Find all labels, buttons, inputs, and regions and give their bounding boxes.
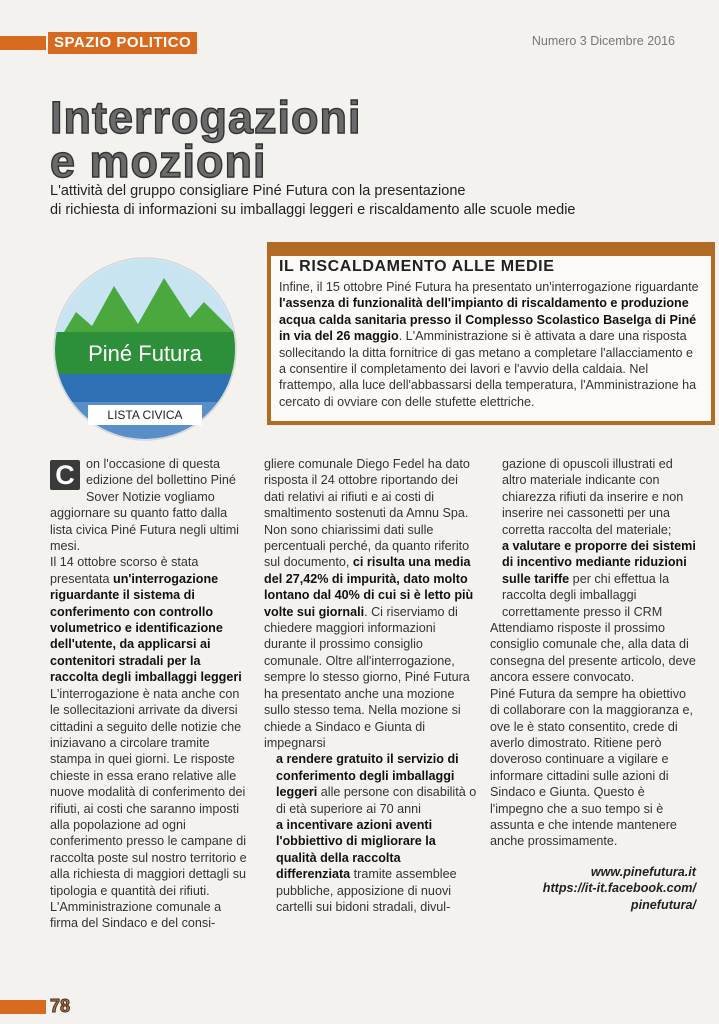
column-1 [50, 456, 250, 932]
article-title [50, 92, 450, 187]
header-accent [0, 36, 46, 50]
subtitle-line-2: di richiesta di informazioni su imballaggi leggeri e riscaldamento alle scuole medie [50, 202, 576, 218]
logo-name: Piné Futura [88, 341, 202, 366]
logo-water [52, 374, 238, 402]
page-number-accent [0, 1000, 46, 1014]
dropcap: C [50, 460, 80, 490]
col2-body: gliere comunale Diego Fedel ha dato risposta il 24 ottobre riportando dei dati relativi ai rifiuti e ai costi di smaltimento sostenuti da Amnu Spa. Non sono chiarissimi dati sulle percentuali perché, da quanto riferito sul documento, ci risulta una media del 27,42% di impurità, dato molto lontano dal 40% di cui si è letto più volte sui giornali. Ci riserviamo di chiedere maggiori informazioni durante il prossimo consiglio comunale. Oltre all'interrogazione, sempre lo stesso giorno, Piné Futura ha presentato anche una mozione sullo stesso tema. Nella mozione si chiede a Sindaco e Giunta di impegnarsi [264, 457, 474, 750]
col1-interrogation: Il 14 ottobre scorso è stata presentata un'interrogazione riguardante il sistema di conferimento con controllo volumetrico e identificazione dell'utente, da applicarsi ai contenitori stradali per la raccolta degli imballaggi leggeri [50, 555, 242, 685]
website-link[interactable]: www.pinefutura.it [590, 864, 696, 879]
section-label: SPAZIO POLITICO [48, 32, 197, 54]
section-header-bar [0, 32, 719, 54]
col3-para-1: Attendiamo risposte il prossimo consiglio comunale che, alla data di consegna del presente articolo, deve ancora essere convocato. [490, 621, 696, 685]
col2-item-2: a incentivare azioni aventi l'obbiettivo di migliorare la qualità della raccolta differenziata tramite assemblee pubbliche, apposizione di nuovi cartelli sui bidoni stradali, divul- [276, 817, 457, 914]
box-title: IL RISCALDAMENTO ALLE MEDIE [279, 258, 555, 275]
col3-item-2: a valutare e proporre dei sistemi di incentivo mediante riduzioni sulle tariffe per chi effettua la raccolta degli imballaggi correttamente presso il CRM [502, 539, 696, 619]
col1-intro: on l'occasione di questa edizione del bollettino Piné Sover Notizie vogliamo aggiornare su quanto fatto dalla lista civica Piné Futura negli ultimi mesi. [50, 457, 239, 554]
page-number-text: 78 [50, 996, 71, 1016]
article-subtitle [50, 182, 610, 220]
col3-para-2: Piné Futura da sempre ha obiettivo di collaborare con la maggioranza e, ove le è stato consentito, crede di averlo dimostrato. Ritiene però doveroso continuare a vigilare e informare cittadini sulle azioni di Sindaco e Giunta. Questo è l'impegno che a suo tempo si è assunta e che intende mantenere anche prossimamente. [490, 686, 694, 849]
col3-item-1: gazione di opuscoli illustrati ed altro materiale indicante con chiarezza rifiuti da inserire e non inserire nei cassonetti per una corretta raccolta del materiale; [502, 457, 684, 537]
pine-futura-logo [52, 256, 238, 442]
issue-label: Numero 3 Dicembre 2016 [531, 34, 675, 48]
facebook-link[interactable]: https://it-it.facebook.com/ [542, 881, 696, 896]
facebook-link-end[interactable]: pinefutura/ [630, 897, 696, 912]
box-text: Infine, il 15 ottobre Piné Futura ha presentato un'interrogazione riguardante l'assenza di funzionalità dell'impianto di riscaldamento e produzione acqua calda sanitaria presso il Complesso Scolastico Baselga di Piné in via del 26 maggio. L'Amministrazione si è attivata a dare una risposta sollecitando la ditta fornitrice di gas metano a completare l'allacciamento e a consentire il completamento dei lavori e l'avvio della caldaia. Nel frattempo, alla luce dell'abbassarsi della temperatura, l'Amministrazione ha cercato di ovviare con delle stufette elettriche. [279, 280, 699, 409]
col1-body: L'interrogazione è nata anche con le sollecitazioni arrivate da diversi cittadini a seguito delle notizie che iniziavano a circolare tramite stampa in quei giorni. Le risposte chieste in essa erano relative alle nuove modalità di conferimento dei rifiuti, ai costi che saranno imposti alla popolazione ad ogni conferimento presso le campane di raccolta poste sul nostro territorio e alla richiesta di maggiori dettagli su tipologia e quantità dei rifiuti. [50, 686, 247, 898]
logo-tag: LISTA CIVICA [107, 408, 183, 422]
column-3 [490, 456, 696, 913]
col1-end: L'Amministrazione comunale a firma del Sindaco e del consi- [50, 899, 222, 931]
subtitle-line-1: L'attività del gruppo consigliare Piné Futura con la presentazione [50, 183, 466, 199]
page-number [0, 996, 72, 1018]
title-line-2: e mozioni [50, 136, 267, 187]
heating-box-inner [271, 256, 711, 421]
title-line-1: Interrogazioni [50, 92, 362, 143]
col2-item-1: a rendere gratuito il servizio di conferimento degli imballaggi leggeri alle persone con disabilità o di età superiore ai 70 anni [276, 752, 477, 816]
heating-box [267, 242, 715, 425]
column-2 [264, 456, 478, 915]
